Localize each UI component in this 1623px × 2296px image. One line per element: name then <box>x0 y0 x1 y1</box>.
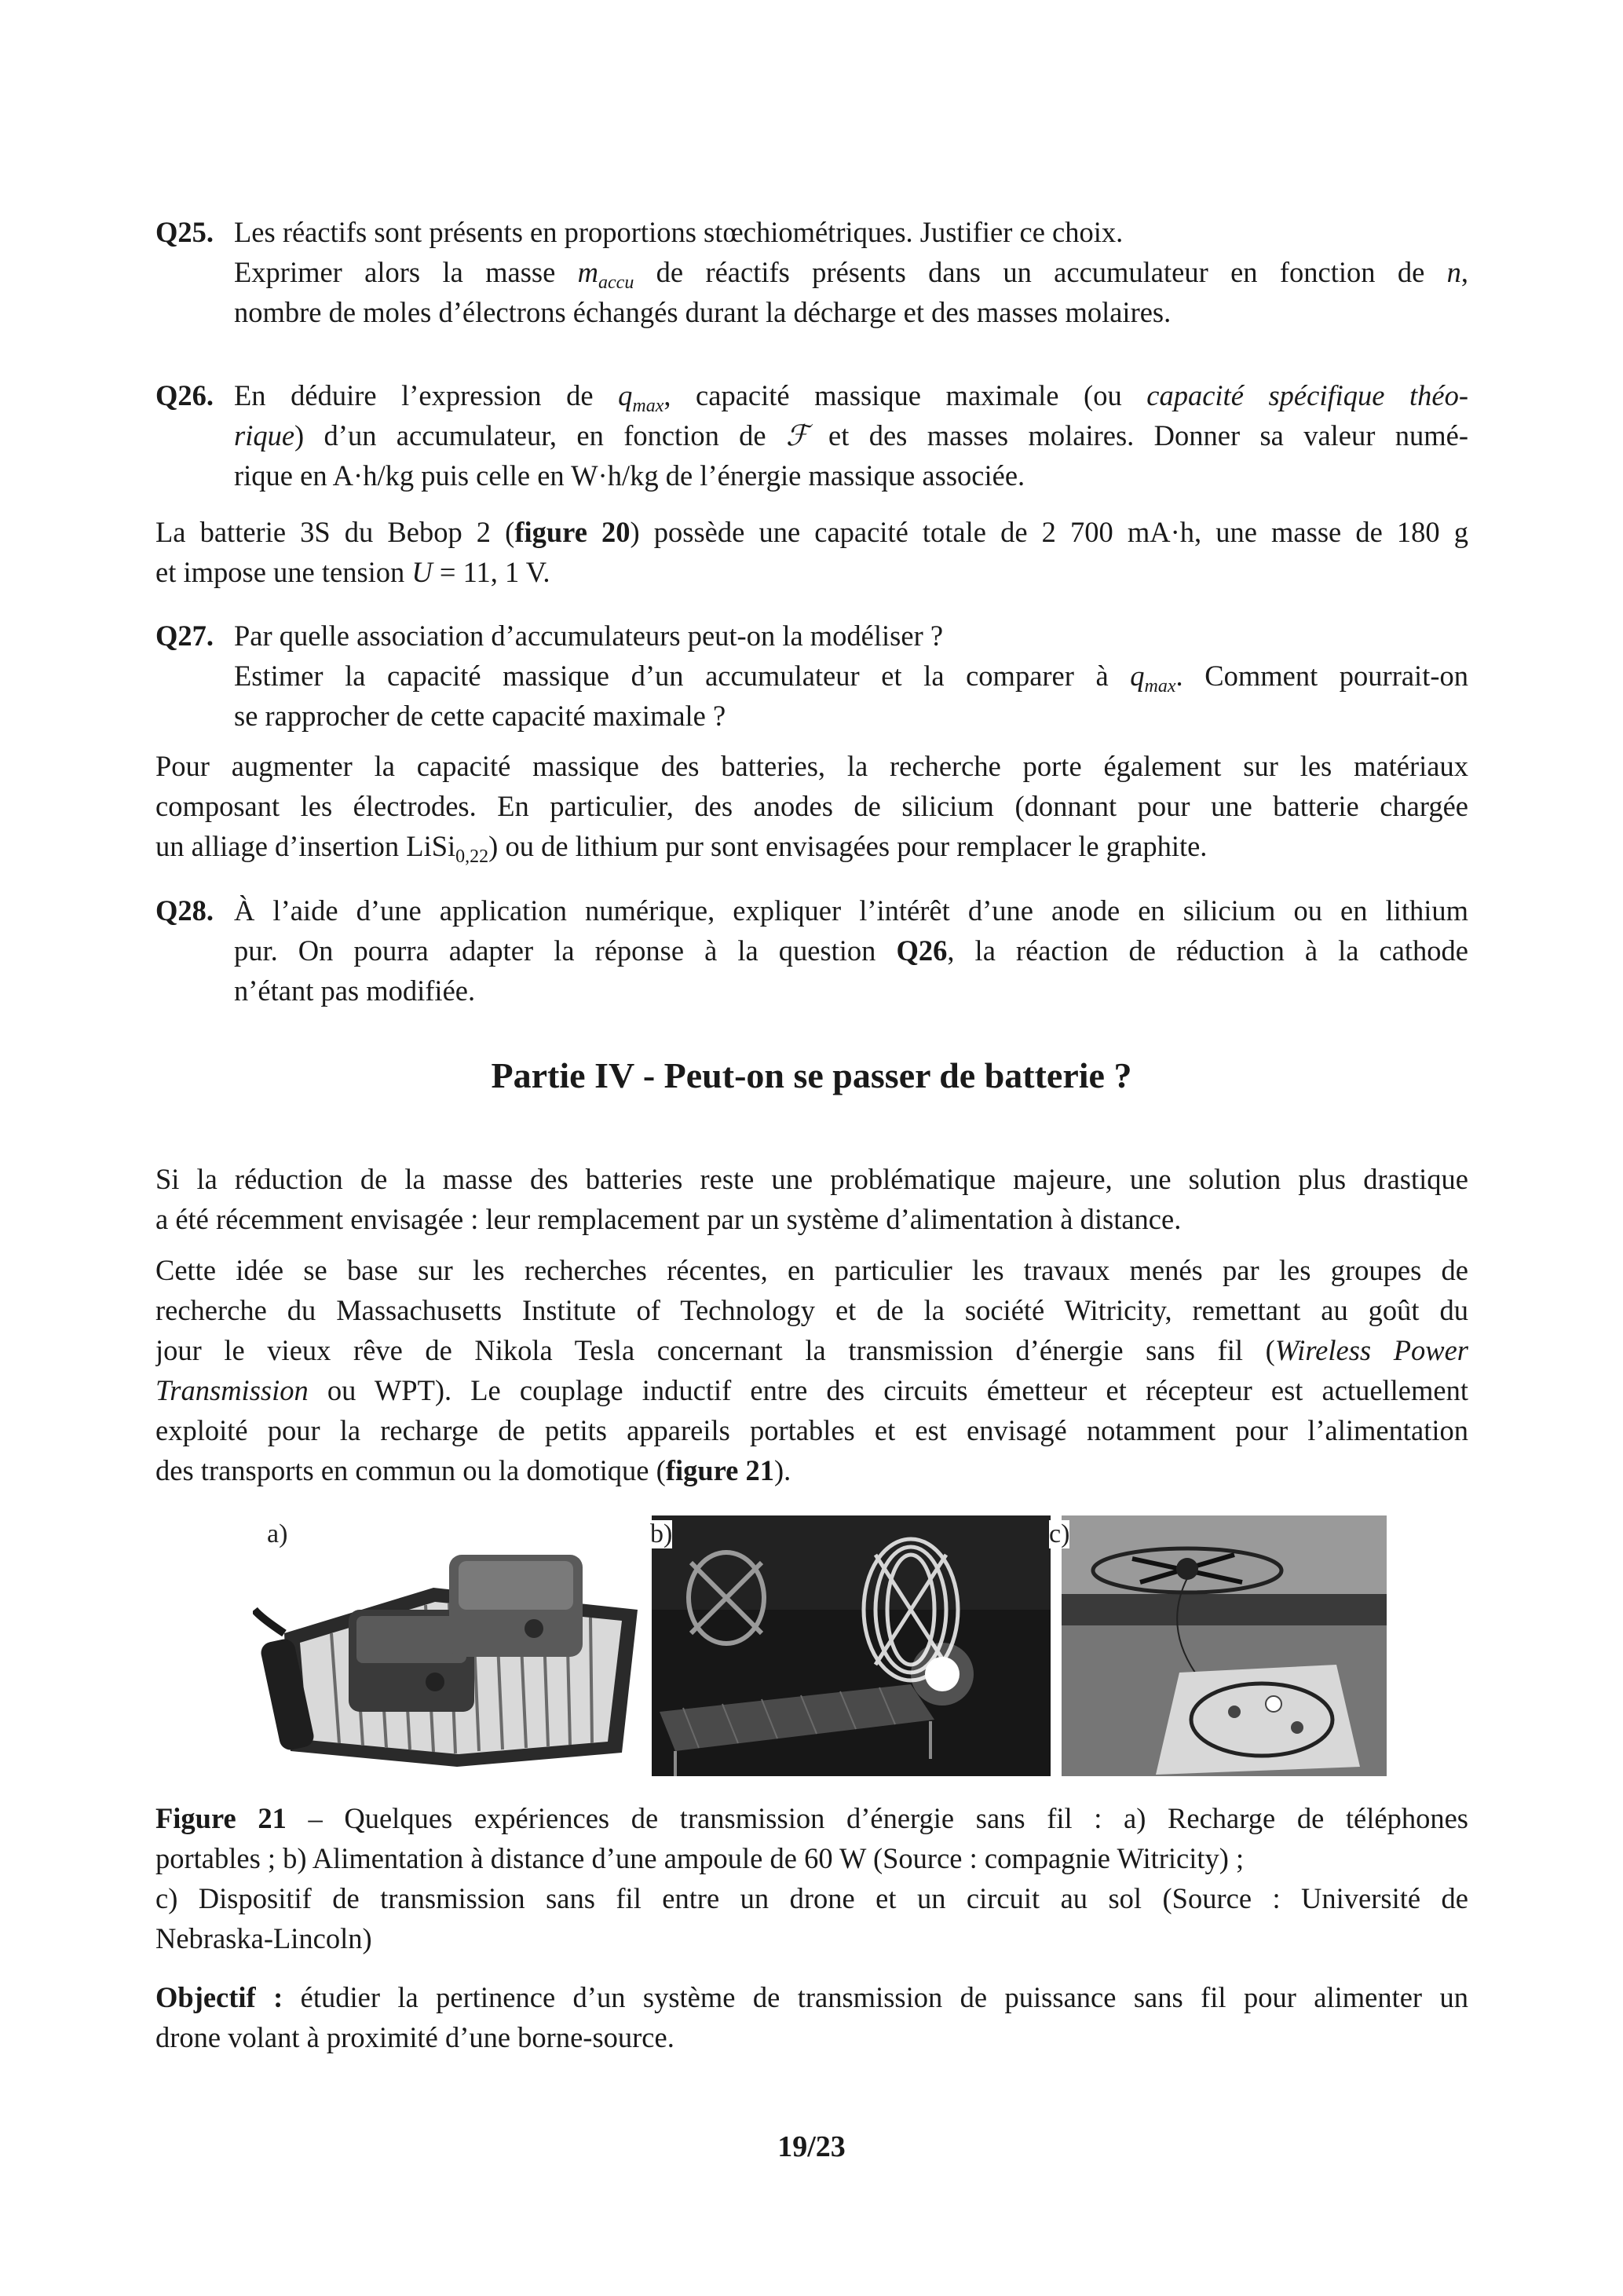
objective-paragraph <box>155 1977 1468 2057</box>
text-line: drone volant à proximité d’une borne-source. <box>155 2021 674 2053</box>
text-line: c) Dispositif de transmission sans fil entre un drone et un circuit au sol (Source : Université de <box>155 1882 1468 1914</box>
text-line: À l’aide d’une application numérique, expliquer l’intérêt d’une anode en silicium ou en lithium <box>234 894 1468 927</box>
phone-charging-pad-photo <box>253 1515 641 1776</box>
text-line: jour le vieux rêve de Nikola Tesla concernant la transmission d’énergie sans fil (Wireless Power <box>155 1334 1468 1366</box>
text-line: La batterie 3S du Bebop 2 (figure 20) possède une capacité totale de 2 700 mA·h, une masse de 180 g <box>155 516 1468 548</box>
figure-label-b: b) <box>650 1519 673 1548</box>
question-label: Q28. <box>155 894 214 927</box>
paragraph-battery <box>155 512 1468 592</box>
question-label: Q25. <box>155 216 214 248</box>
text-line: Par quelle association d’accumulateurs peut-on la modéliser ? <box>234 620 944 652</box>
text-line: composant les électrodes. En particulier, des anodes de silicium (donnant pour une batterie chargée <box>155 790 1468 822</box>
question-body <box>234 212 1468 332</box>
text-line: En déduire l’expression de $q_{max}$, capacité massique maximale (ou capacité spécifique théo- <box>234 379 1468 415</box>
question-body <box>234 375 1468 495</box>
text-line: portables ; b) Alimentation à distance d’une ampoule de 60 W (Source : compagnie Witricity) ; <box>155 1842 1245 1874</box>
text-line: exploité pour la recharge de petits appareils portables et est envisagé notamment pour l’alimentation <box>155 1414 1468 1446</box>
paragraph-intro <box>155 1159 1468 1239</box>
figure-label-c: c) <box>1049 1519 1070 1548</box>
figure-label-a: a) <box>267 1519 288 1548</box>
text-line: rique) d’un accumulateur, en fonction de ℱ et des masses molaires. Donner sa valeur numé- <box>234 419 1468 452</box>
question-label: Q26. <box>155 379 214 411</box>
text-line: Exprimer alors la masse $m_{accu}$ de réactifs présents dans un accumulateur en fonction de n, <box>234 256 1468 292</box>
question-body <box>234 890 1468 1011</box>
page-number: 19/23 <box>777 2130 846 2163</box>
text-line: rique en A·h/kg puis celle en W·h/kg de l’énergie massique associée. <box>234 459 1025 492</box>
drone-ground-circuit-photo <box>1062 1515 1387 1776</box>
figure-21c-image <box>1049 1515 1387 1776</box>
text-line: se rapprocher de cette capacité maximale ? <box>234 700 726 732</box>
text-line: Estimer la capacité massique d’un accumulateur et la comparer à $q_{max}$. Comment pourrait-on <box>234 660 1468 696</box>
question-label: Q27. <box>155 620 214 652</box>
wireless-lamp-photo <box>652 1515 1051 1776</box>
text-line: n’étant pas modifiée. <box>234 974 476 1007</box>
text-line: Les réactifs sont présents en proportions stœchiométriques. Justifier ce choix. <box>234 216 1124 248</box>
text-line: Si la réduction de la masse des batteries reste une problématique majeure, une solution plus drastique <box>155 1163 1468 1195</box>
paragraph-research <box>155 1250 1468 1490</box>
paragraph-anodes <box>155 746 1468 866</box>
text-line: et impose une tension U = 11, 1 V. <box>155 556 550 588</box>
text-line: Cette idée se base sur les recherches récentes, en particulier les travaux menés par les groupes de <box>155 1254 1468 1286</box>
text-line: Figure 21 – Quelques expériences de transmission d’énergie sans fil : a) Recharge de téléphones <box>155 1802 1468 1834</box>
text-line: Transmission ou WPT). Le couplage inductif entre des circuits émetteur et récepteur est actuellement <box>155 1374 1468 1406</box>
text-line: pur. On pourra adapter la réponse à la question Q26, la réaction de réduction à la cathode <box>234 934 1468 967</box>
figure-21b-image <box>652 1515 1051 1776</box>
question-body <box>234 616 1468 736</box>
text-line: recherche du Massachusetts Institute of Technology et de la société Witricity, remettant au goût du <box>155 1294 1468 1326</box>
figure-21a-image <box>253 1515 641 1776</box>
text-line: Objectif : étudier la pertinence d’un système de transmission de puissance sans fil pour alimenter un <box>155 1981 1468 2013</box>
text-line: nombre de moles d’électrons échangés durant la décharge et des masses molaires. <box>234 296 1172 328</box>
text-line: un alliage d’insertion LiSi$_{0,22}$) ou de lithium pur sont envisagées pour remplacer le graphite. <box>155 830 1208 867</box>
text-line: des transports en commun ou la domotique (figure 21). <box>155 1454 791 1486</box>
figure-caption <box>155 1798 1468 1958</box>
text-line: Pour augmenter la capacité massique des batteries, la recherche porte également sur les matériaux <box>155 750 1468 782</box>
text-line: a été récemment envisagée : leur remplacement par un système d’alimentation à distance. <box>155 1203 1182 1235</box>
section-title: Partie IV - Peut-on se passer de batterie ? <box>491 1055 1132 1095</box>
text-line: Nebraska-Lincoln) <box>155 1922 372 1954</box>
